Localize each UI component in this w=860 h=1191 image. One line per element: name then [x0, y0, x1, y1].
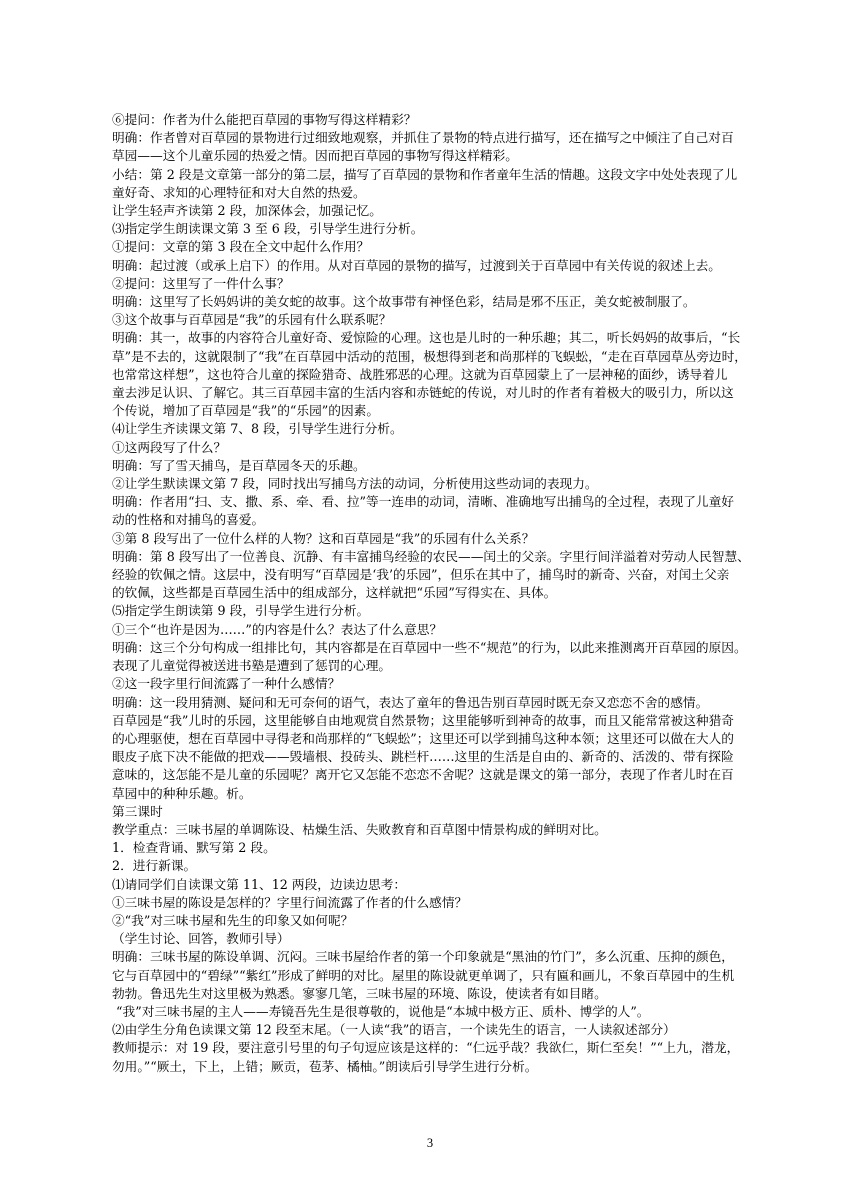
text-line: 明确：作者用“扫、支、撒、系、牵、看、拉”等一连串的动词，清晰、准确地写出捕鸟的全过程，表现了儿童好 — [112, 494, 734, 510]
text-line: 明确：这里写了长妈妈讲的美女蛇的故事。这个故事带有神怪色彩，结局是邪不压正，美女蛇被制服了。 — [112, 294, 696, 310]
text-line: 的钦佩，这些都是百草园生活中的组成部分，这样就把“乐园”写得实在、具体。 — [112, 585, 557, 601]
text-line: 明确：这三个分句构成一组排比句，其内容都是在百草园中一些不“规范”的行为，以此来推测离开百草园的原因。 — [112, 639, 747, 655]
text-line: 明确：写了雪天捕鸟，是百草园冬天的乐趣。 — [112, 457, 366, 473]
text-line: 2．进行新课。 — [112, 858, 197, 874]
text-line: ⑸指定学生朗读第 9 段，引导学生进行分析。 — [112, 603, 370, 619]
text-line: 明确：起过渡（或承上启下）的作用。从对百草园的景物的描写，过渡到关于百草园中有关传说的叙述上去。 — [112, 257, 721, 273]
text-line: 明确：三味书屋的陈设单调、沉闷。三味书屋给作者的第一个印象就是“黑油的竹门”，多么沉重、压抑的颜色， — [112, 949, 734, 965]
text-line: 的心理驱使，想在百草园中寻得老和尚那样的“飞蜈蚣”；这里还可以学到捕鸟这种本领；这里还可以做在大人的 — [112, 730, 734, 746]
text-line: （学生讨论、回答，教师引导） — [112, 931, 290, 947]
text-line: 动的性格和对捕鸟的喜爱。 — [112, 512, 265, 528]
text-line: 教学重点：三味书屋的单调陈设、枯燥生活、失败教育和百草图中情景构成的鲜明对比。 — [112, 821, 607, 837]
text-line: 草”是不去的，这就限制了“我”在百草园中活动的范围，极想得到老和尚那样的飞蜈蚣，“走在百草园草丛旁边时， — [112, 348, 747, 364]
text-line: ①这两段写了什么？ — [112, 439, 227, 455]
text-line: ⑴请同学们自读课文第 11、12 两段，边读边思考： — [112, 876, 407, 892]
text-line: 1．检查背诵、默写第 2 段。 — [112, 840, 276, 856]
text-line: 意味的，这怎能不是儿童的乐园呢？离开它又怎能不恋恋不舍呢？这就是课文的第一部分，表现了作者儿时在百 — [112, 767, 734, 783]
text-line: ⑵由学生分角色读课文第 12 段至末尾。（一人读“我”的语言，一个读先生的语言，一人读叙述部分） — [112, 1022, 676, 1038]
text-line: 小结：第 2 段是文章第一部分的第二层，描写了百草园的景物和作者童年生活的情趣。这段文字中处处表现了儿 — [112, 166, 738, 182]
text-line: 第三课时 — [112, 803, 163, 819]
text-line: ⑷让学生齐读课文第 7、8 段，引导学生进行分析。 — [112, 421, 403, 437]
text-line: 教师提示：对 19 段，要注意引号里的句子句逗应该是这样的：“仁远乎哉？我欲仁，斯仁至矣！”“上九，潜龙， — [112, 1040, 740, 1056]
text-line: 草园——这个儿童乐园的热爱之情。因而把百草园的事物写得这样精彩。 — [112, 148, 518, 164]
text-line: ①三味书屋的陈设是怎样的？字里行间流露了作者的什么感情？ — [112, 894, 468, 910]
text-line: 明确：这一段用猜测、疑问和无可奈何的语气，表达了童年的鲁迅告别百草园时既无奈又恋恋不舍的感情。 — [112, 694, 709, 710]
document-body — [112, 111, 760, 1076]
text-line: 勿用。”“厥土，下上，上错；厥贡，苞茅、橘柚。”朗读后引导学生进行分析。 — [112, 1058, 538, 1074]
text-line: 眼皮子底下决不能做的把戏——毁墙根、投砖头、跳栏杆……这里的生活是自由的、新奇的、活泼的、带有探险 — [112, 749, 734, 765]
text-line: 明确：第 8 段写出了一位善良、沉静、有丰富捕鸟经验的农民——闰土的父亲。字里行间洋溢着对劳动人民智慧、 — [112, 548, 750, 564]
text-line: 百草园是“我”儿时的乐园，这里能够自由地观赏自然景物；这里能够听到神奇的故事，而且又能常常被这种猎奇 — [112, 712, 734, 728]
text-line: 经验的钦佩之情。这层中，没有明写“百草园是‘我’的乐园”，但乐在其中了，捕鸟时的新奇、兴奋，对闰土父亲 — [112, 567, 730, 583]
text-line: ②这一段字里行间流露了一种什么感情？ — [112, 676, 341, 692]
text-line: 个传说，增加了百草园是“我”的“乐园”的因素。 — [112, 403, 380, 419]
text-line: 明确：其一，故事的内容符合儿童好奇、爱惊险的心理。这也是儿时的一种乐趣；其二，听长妈妈的故事后，“长 — [112, 330, 741, 346]
text-line: 草园中的种种乐趣。析。 — [112, 785, 252, 801]
text-line: ③这个故事与百草园是“我”的乐园有什么联系呢？ — [112, 312, 392, 328]
text-line: ②提问：这里写了一件什么事？ — [112, 275, 290, 291]
text-line: ②让学生默读课文第 7 段，同时找出写捕鸟方法的动词，分析使用这些动词的表现力。 — [112, 476, 598, 492]
text-line: ⑶指定学生朗读课文第 3 至 6 段，引导学生进行分析。 — [112, 221, 424, 237]
text-line: ①提问：文章的第 3 段在全文中起什么作用？ — [112, 239, 370, 255]
text-line: 勃勃。鲁迅先生对这里极为熟悉。寥寥几笔，三味书屋的环境、陈设，使读者有如目睹。 — [112, 985, 607, 1001]
text-line: 它与百草园中的“碧绿”“紫红”形成了鲜明的对比。屋里的陈设就更单调了，只有匾和画儿，不象百草园中的生机 — [112, 967, 735, 983]
text-line: 明确：作者曾对百草园的景物进行过细致地观察，并抓住了景物的特点进行描写，还在描写之中倾注了自己对百 — [112, 130, 734, 146]
text-line: 让学生轻声齐读第 2 段，加深体会，加强记忆。 — [112, 203, 382, 219]
text-line: ⑥提问：作者为什么能把百草园的事物写得这样精彩？ — [112, 112, 417, 127]
text-line: ③第 8 段写出了一位什么样的人物？这和百草园是“我”的乐园有什么关系？ — [112, 530, 535, 546]
text-line: 童好奇、求知的心理特征和对大自然的热爱。 — [112, 184, 366, 200]
text-line: 也常常这样想”，这也符合儿童的探险猎奇、战胜邪恶的心理。这就为百草园蒙上了一层神秘的面纱，诱导着儿 — [112, 366, 728, 382]
text-line: 童去涉足认识、了解它。其三百草园丰富的生活内容和赤链蛇的传说，对儿时的作者有着极大的吸引力，所以这 — [112, 385, 734, 401]
text-line: 表现了儿童觉得被送进书塾是遭到了惩罚的心理。 — [112, 658, 392, 674]
text-line: “我”对三味书屋的主人——寿镜吾先生是很尊敬的，说他是“本城中极方正、质朴、博学的人”。 — [112, 1003, 650, 1019]
text-line: ①三个“也许是因为……”的内容是什么？表达了什么意思？ — [112, 621, 443, 637]
page-number: 3 — [426, 1136, 434, 1150]
text-line: ②“我”对三味书屋和先生的印象又如何呢？ — [112, 912, 354, 928]
